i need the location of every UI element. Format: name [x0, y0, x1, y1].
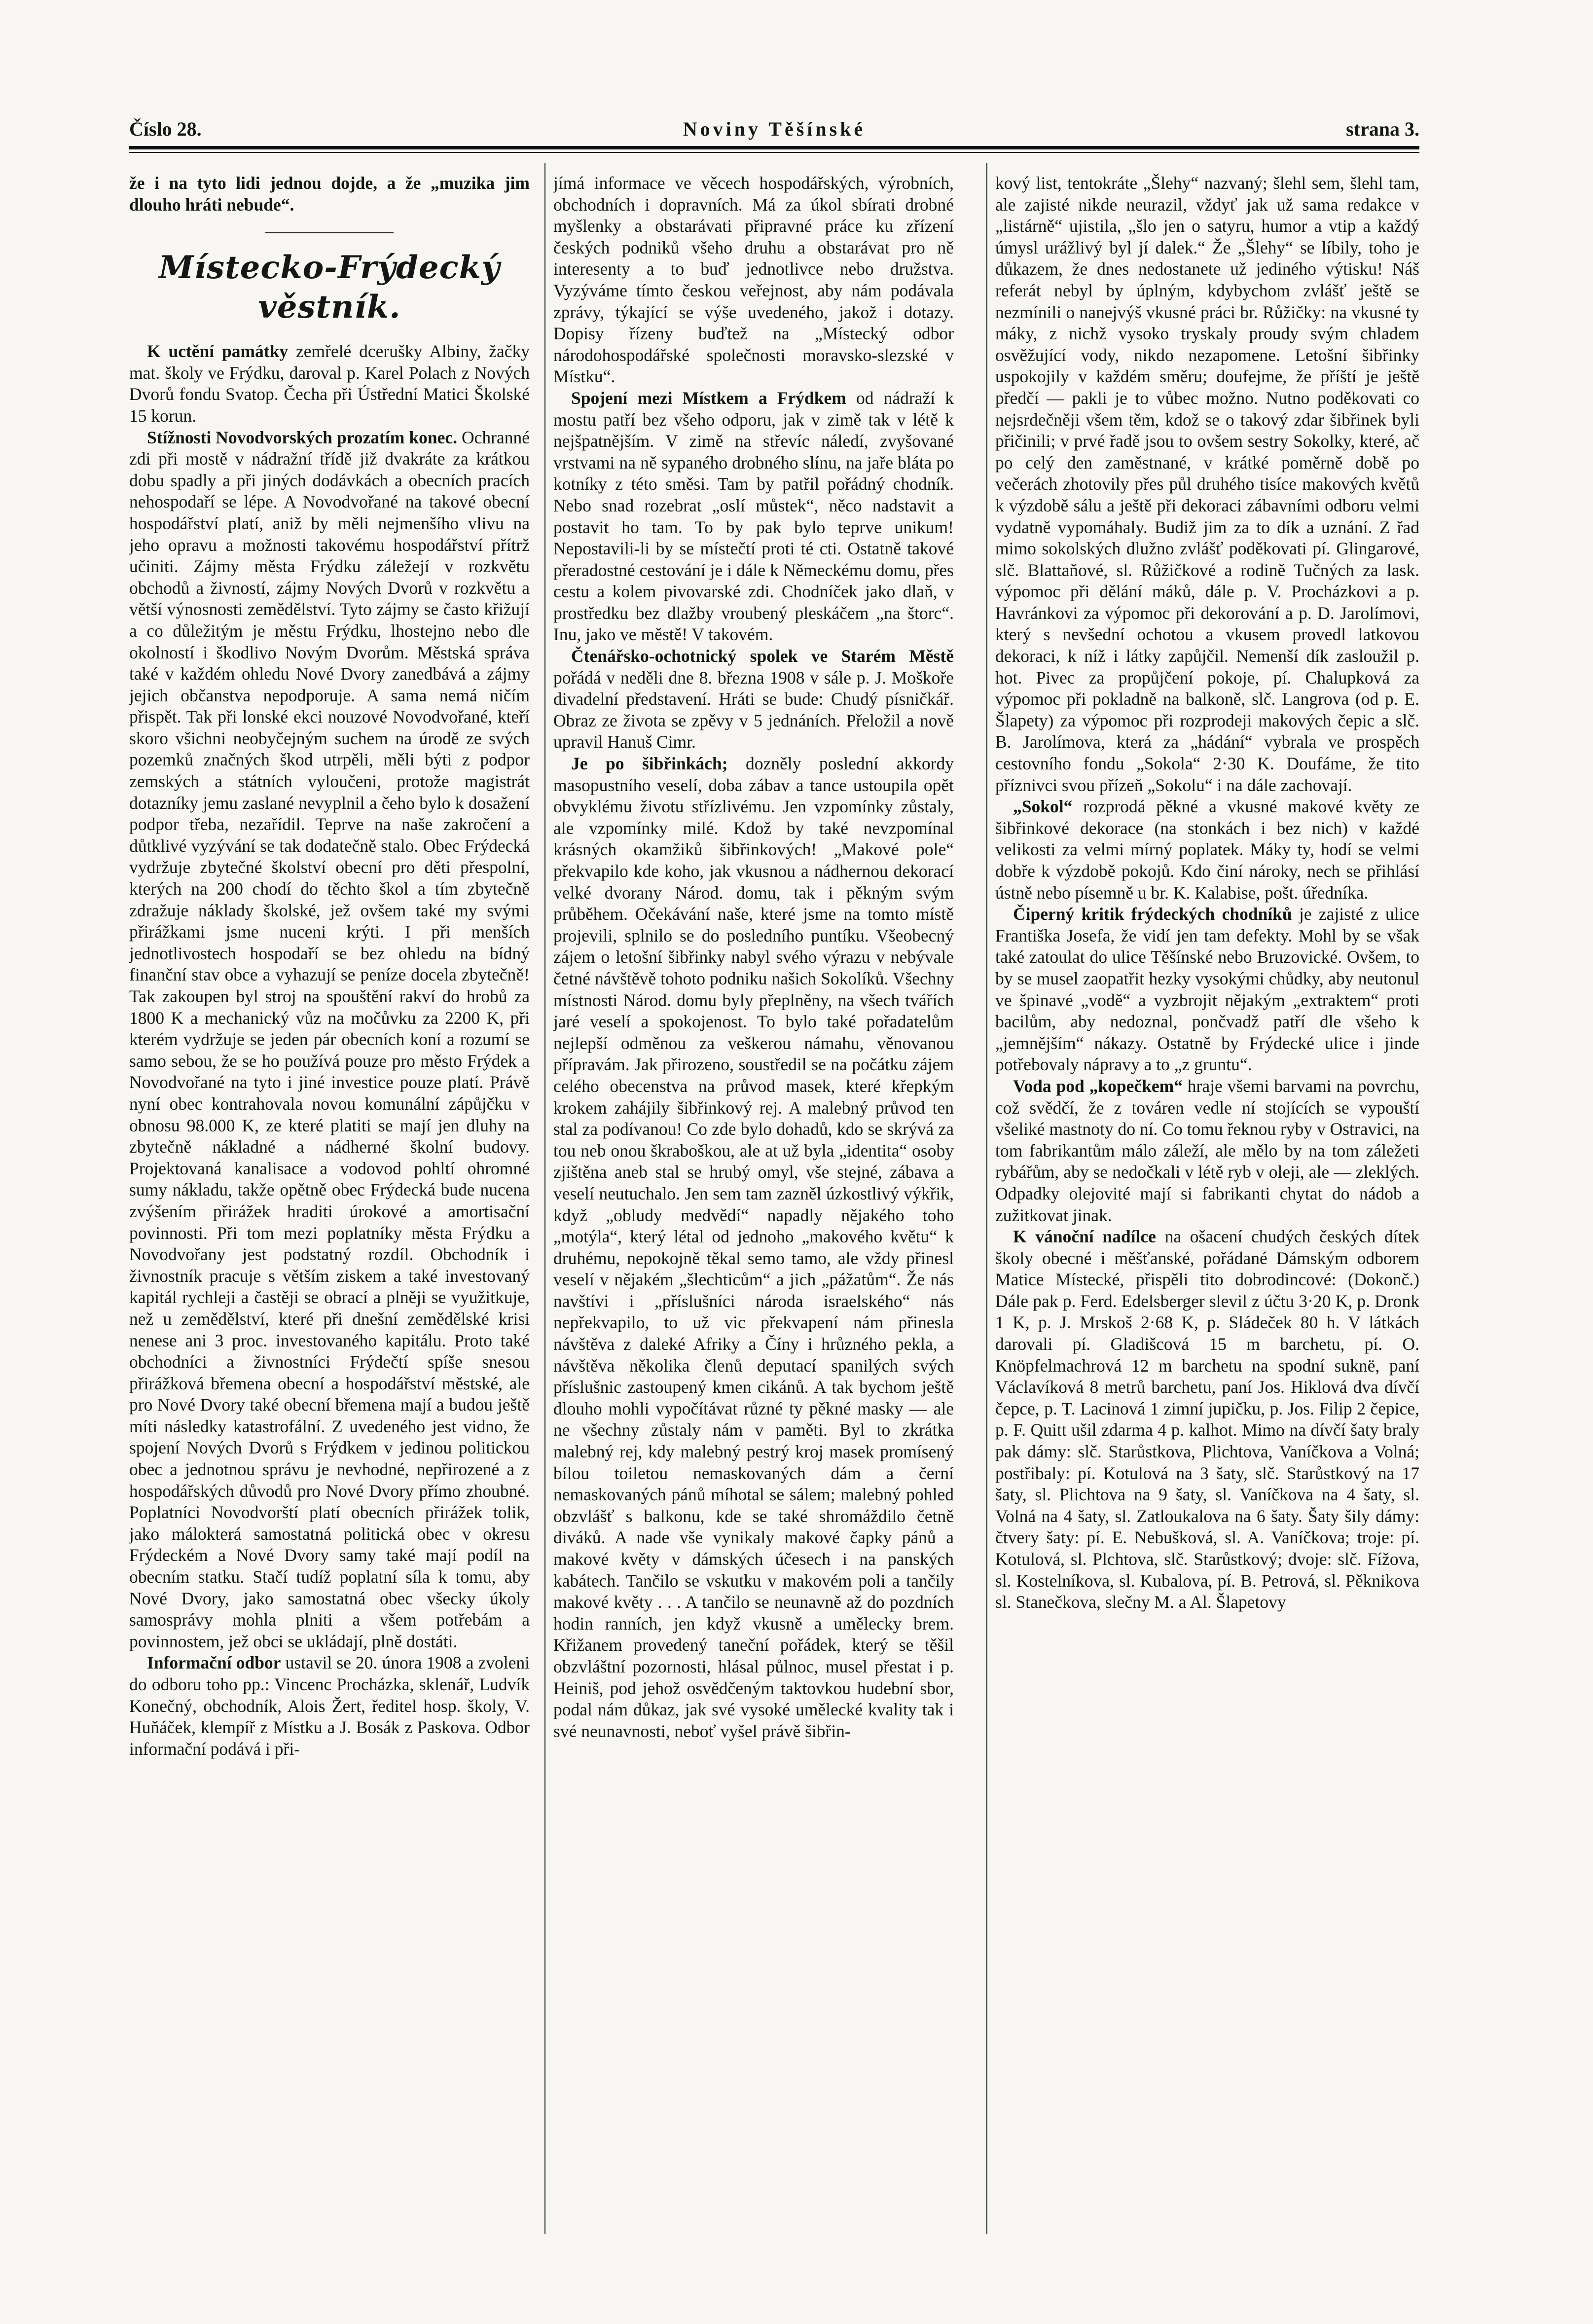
article-lead: Informační odbor: [147, 1653, 281, 1673]
article-theatre-club: [553, 646, 954, 753]
continued-text: jímá informace ve věcech hospodářských, výrobních, obchodních i dopravních. Má za úkol sbírati drobné myšlenky a obstarávati připravné práce ku zřízení českých podniků všeho druhu a obstarávat pro ně interesenty a to buď jednotlivce nebo družstva. Vyzýváme tímto českou veřejnost, aby nám podávala zprávy, týkající se výše uvedeného, jakož i dotazy. Dopisy řízeny buďtež na „Místecký odbor národohospodářské společnosti moravsko-slezské v Místku“.: [553, 173, 954, 387]
article-lead: K vánoční nadílce: [1013, 1227, 1156, 1247]
article-body: dozněly poslední akkordy masopustního veselí, doba zábav a tance ustoupila opět obvyklému životu střízlivému. Jen vzpomínky zůstaly, ale vzpomínky milé. Kdož by také nevzpomínal krásných okamžiků šibřinkových! „Makové pole“ překvapilo kde koho, jak vkusnou a nádhernou dekorací velké dvorany Národ. domu, tak i pěkným svým průběhem. Očekávání naše, které jsme na tomto místě projevili, splnilo se do posledního puntíku. Všeobecný zájem o letošní šibřinky nabyl svého výrazu v nebývale četné návštěvě tohoto podniku našich Sokolíků. Všechny místnosti Národ. domu byly přeplněny, na všech tvářích jaré veselí a spokojenost. To bylo také pořadatelům nejlepší odměnou za veškerou námahu, věnovanou přípravám. Jak přirozeno, soustředil se na počátku zájem celého obecenstva na průvod masek, které křepkým krokem zahájily šibřinkový rej. A malebný průvod ten stal za podívanou! Co zde bylo dohadů, kdo se skrývá za tou neb onou škraboškou, ale at už byla „identita“ osoby zjištěna aneb stal se hrubý omyl, vše stejné, zábava a veselí neutuchalo. Jen sem tam zazněl úzkostlivý výkřik, když „obludy medvědí“ napadly nějakého toho „motýla“, který létal od jednoho „makového květu“ k druhému, nepokojně těkal semo tamo, ale vždy přinesl veselí v nějakém „šlechticům“ a jich „pážatům“. Že nás navštívi i „příslušníci národa israelského“ nás nepřekvapilo, to už vic překvapení nám přinesla návštěva z daleké Afriky a Číny i hrůzného pekla, a návštěva několika členů deputací spanilých svých příslušnic zastoupený kmen cikánů. A tak bychom ještě dlouho mohli vypočítávat různé ty pěkné masky — ale ne všechny zůstaly nám v paměti. Byl to zkrátka malebný rej, kdy malebný pestrý kroj masek promísený bílou toiletou nemaskovaných dám a černí nemaskovaných pánů míhotal se sálem; malebný pohled obzvlášť s balkonu, kde se také shromáždilo četně diváků. A nade vše vynikaly makové čapky pánů a makové květy v dámských účesech i na panských kabátech. Tančilo se vskutku v makovém poli a tančily makové květy . . . A tančilo se neunavně až do pozdních hodin ranních, jen když vkusně a umělecky brem. Křižanem provedený taneční pořádek, který se těšil obzvláštní pozornosti, hlásal půlnoc, musel přestat i p. Heiniš, pod jehož osvědčeným taktovkou hudební sbor, podal nám důkaz, jak své vysoké umělecké kvality tak i své neunavnosti, neboť vyšel právě šibřin-: [553, 754, 954, 1741]
article-body: je zajisté z ulice Františka Josefa, že vidí jen tam defekty. Mohl by se však také zatoulat do ulice Těšínské nebo Bruzovické. Ovšem, to by se musel zaopatřit hezky vysokými chůdky, aby neutonul ve špinavé „vodě“ a vyzbrojit nějakým „extraktem“ proti bacilům, aby nedoznal, pončvadž patří dle všeho k „jemnějším“ nákazy. Ostatně by Frýdecké ulice i jinde potřebovaly nápravy a to „z gruntu“.: [995, 904, 1419, 1075]
article-lead: Čiperný kritik frýdeckých chodníků: [1013, 904, 1292, 924]
header-rule-thin: [129, 152, 1419, 153]
article-lead: „Sokol“: [1013, 797, 1073, 817]
article-sokol-sale: [995, 796, 1419, 904]
article-body: od nádraží k mostu patří bez všeho odporu, jak v zimě tak v létě k nejšpatnějším. V zimě na střevíc náledí, zvyšované vrstvami na ně sypaného drobného slínu, na jaře bláta po kotníky z této směsi. Tam by patřil pořádný chodník. Nebo snad rozebrat „oslí můstek“, něco nadstavit a postavit ho tam. To by pak bylo teprve unikum! Nepostavili-li by se místečtí proti té cti. Ostatně takové přeradostné cestování je i dále k Německému domu, přes cestu a kolem pivovarské zdi. Chodníček jako dlaň, v prostředku bez dlažby vroubený pleskáčem „na štorc“. Inu, jako ve městě! V takovém.: [553, 388, 954, 645]
continued-text: že i na tyto lidi jednou dojde, a že „muzika jim dlouho hráti nebude“.: [129, 173, 530, 215]
column-divider-2: [986, 163, 987, 2234]
article-memorial-donation: [129, 341, 530, 427]
article-body: na ošacení chudých českých dítek školy obecné i měšťanské, pořádané Dámským odborem Matice Místecké, přispěli tito dobrodincové: (Dokonč.) Dále pak p. Ferd. Edelsberger slevil z účtu 3·20 K, p. Dronk 1 K, p. J. Mrskoš 2·68 K, p. Sládeček 80 h. V látkách darovali pí. Gladišcová 15 m barchetu, pí. O. Knöpfelmachrová 12 m barchetu na spodní suknë, paní Václavíková 8 metrů barchetu, paní Jos. Hiklová dva dívčí čepce, p. T. Lacinová 1 zimní jupičku, p. Jos. Filip 2 čepice, p. F. Quitt ušil zdarma 4 p. kalhot. Mimo na dívčí šaty braly pak dámy: slč. Starůstkova, Plichtova, Vaníčkova a Volná; postřibaly: pí. Kotulová na 3 šaty, slč. Starůstkový na 17 šaty, sl. Plichtova na 9 šaty, sl. Vaníčkova na 4 šaty, sl. Volná na 4 šaty, sl. Zatloukalova na 6 šaty. Šaty šily dámy: čtvery šaty: pí. E. Nebušková, sl. A. Vaníčkova; troje: pí. Kotulová, sl. Plchtova, slč. Starůstkový; dvoje: slč. Fížova, sl. Kostelníkova, sl. Kubalova, pí. B. Petrová, sl. Pěknikova sl. Stanečkova, slečny M. a Al. Šlapetovy: [995, 1227, 1419, 1612]
article-mistek-frydek-connection: [553, 388, 954, 646]
article-lead: Spojení mezi Místkem a Frýdkem: [571, 388, 846, 408]
article-body: ustavil se 20. února 1908 a zvoleni do odboru toho pp.: Vincenc Procházka, sklenář, Ludvík Konečný, obchodník, Alois Žert, ředitel hosp. školy, V. Huňáček, klempíř z Místku a J. Bosák z Paskova. Odbor informační podává i při-: [129, 1653, 530, 1759]
column-1: [129, 173, 530, 2234]
article-lead: Stížnosti Novodvorských prozatím konec.: [147, 427, 457, 447]
article-lead: Je po šibřinkách;: [571, 754, 728, 774]
article-information-office: [129, 1652, 530, 1760]
masthead-title: Noviny Těšínské: [683, 118, 866, 140]
article-body: hraje všemi barvami na povrchu, což svědčí, že z továren vedle ní stojících se vypouští všeliké mastnoty do ní. Co tomu řeknou ryby v Ostravici, na tom fabrikantům málo záleží, ale mělo by na tom záležeti rybářům, aby se nedočkali v létě ryb v oleji, ale — zleklých. Odpadky olejovité mají si fabrikanti chytat do nádob a zužitkovat jinak.: [995, 1076, 1419, 1225]
article-body: zemřelé dcerušky Albiny, žačky mat. školy ve Frýdku, daroval p. Karel Polach z Nových Dvorů fondu Svatop. Čecha při Ústřední Matici Školské 15 korun.: [129, 341, 530, 426]
article-body: rozprodá pěkné a vkusné makové květy ze šibřinkové dekorace (na stonkách i bez nich) v každé velikosti za velmi mírný poplatek. Máky ty, hodí se velmi dobře k výzdobě pokojů. Kdo činí nároky, nech se přihlásí ústně nebo písemně u br. K. Kalabise, pošt. úředníka.: [995, 797, 1419, 903]
column-3: [995, 173, 1419, 2234]
page-number: strana 3.: [1346, 118, 1419, 140]
column-2: [553, 173, 954, 2234]
article-lead: Čtenářsko-ochotnický spolek ve Starém Městě: [571, 646, 954, 666]
article-sibrinky: [553, 753, 954, 1742]
header-rule-thick: [129, 146, 1419, 149]
article-water-pollution: [995, 1076, 1419, 1226]
article-lead: K uctění památky: [147, 341, 289, 362]
article-body: Ochranné zdi při mostě v nádražní třídě již dvakráte za krátkou dobu spadly a při jiných dodávkách a obecních pracích nehospodaří se lépe. A Novodvořané na takové obecní hospodářství platí, aniž by měli nejmenšího vlivu na jeho opravu a možnosti takovému hospodářství přítrž učiniti. Zájmy města Frýdku záležejí v rozkvětu obchodů a živností, zájmy Nových Dvorů v rozkvětu a větší výnosnosti zemědělství. Tyto zájmy se často křižují a co důležitým je městu Frýdku, lhostejno nebo dle okolností i škodlivo Novým Dvorům. Městská správa také v každém ohledu Nové Dvory zanedbává a zájmy jejich občanstva nepodporuje. A sama nemá ničím přispět. Tak při lonské ekci nouzové Novodvořané, kteří skoro všichni neobyčejným suchem na úrodě ze svých pozemků značných škod utrpěli, měli býti z podpor zemských a státních vyloučeni, protože magistrát dotazníky jemu zaslané nevyplnil a čeho bylo k dosažení podpor třeba, nezařídil. Teprve na naše zakročení a důtklivé vyzývání se tak dodatečně stalo. Obec Frýdecká vydržuje zbytečné školství obecní pro děti přespolní, kterých na 200 chodí do těchto škol a tím zbytečně zdražuje náklady školské, jež ovšem také my svými přirážkami jsme nuceni krýti. I při menších jednotlivostech hospodaří se bez ohledu na bídný finanční stav obce a vyhazují se peníze docela zbytečně! Tak zakoupen byl stroj na spouštění rakví do hrobů za 1800 K a mechanický vůz na močůvku za 2200 K, při kterém vydržuje se jeden pár obecních koní a rozumí se samo sebou, že se ho používá pouze pro město Frýdek a Novodvořané na tyto i jiné investice pouze platí. Právě nyní obec kontrahovala novou komunální zápůjčku v obnosu 98.000 K, ze které platiti se mají jen dluhy na zbytečně nákladné a nádherné školní budovy. Projektovaná kanalisace a vodovod pohltí ohromné sumy nákladu, takže opětně obec Frýdecká bude nucena zvýšením přirážek hraditi úrokové a amortisační povinnosti. Při tom mezi poplatníky města Frýdku a Novodvořany jest podstatný rozdíl. Obchodník i živnostník pracuje s větším ziskem a také investovaný kapitál rychleji a častěji se obrací a plněji se využitkuje, než u zemědělství, které při dnešní zemědělské krisi nenese ani 3 proc. investovaného kapitálu. Proto také obchodníci a živnostníci Frýdečtí spíše snesou přirážková břemena obecní a hospodářství městské, ale pro Nové Dvory také obecní břemena mají a budou ještě míti následky katastrofální. Z uvedeného jest vidno, že spojení Nových Dvorů s Frýdkem v jedinou politickou obec a jednotnou správu je nevhodné, nepřirozené a z hospodářských důvodů pro Nové Dvory přímo zhoubné. Poplatníci Novodvorští platí obecních přirážek tolik, jako málokterá samostatná politická obec v okresu Frýdeckém a Nové Dvory samy také mají podíl na obecním statku. Stačí tudíž poplatní síla k tomu, aby Nové Dvory, jako samostatná obec všecky úkoly samosprávy mohla plniti a všem potřebám a povinnostem, jež obci se ukládají, plně dostáti.: [129, 427, 530, 1651]
section-title: Místecko-Frýdecký věstník.: [158, 249, 501, 326]
section-divider: [265, 232, 394, 233]
page-header: [129, 117, 1419, 143]
article-lead: Voda pod „kopečkem“: [1013, 1076, 1183, 1096]
issue-number: Číslo 28.: [129, 118, 202, 140]
article-christmas-donations: [995, 1226, 1419, 1613]
article-body: pořádá v neděli dne 8. března 1908 v sále p. J. Moškoře divadelní představení. Hráti se bude: Chudý písničkář. Obraz ze života se zpěvy v 5 jednáních. Přeložil a nově upravil Hanuš Cimr.: [553, 667, 954, 752]
continued-text: kový list, tentokráte „Šlehy“ nazvaný; šlehl sem, šlehl tam, ale zajisté nikde neurazil, vždyť jak už sama redakce v „listárně“ ujistila, „šlo jen o satyru, humor a vtip a každý úmysl urážlivý byl jí dalek.“ Že „Šlehy“ se líbily, toho je důkazem, že dnes nedostanete už jediného výtisku! Náš referát nebyl by úplným, kdybychom zvlášť ještě se nezmínili o nanejvýš vkusné práci br. Růžičky: na vkusné ty máky, z nichž vysoko tryskaly proudy svým chladem osvěžující vody, nikdo nezapomene. Letošní šibřinky uspokojily v každém směru; doufejme, že příští je ještě předčí — pakli je to vůbec možno. Nutno poděkovati co nejsrdečněji všem těm, kdož se o takový zdar šibřinek byli přičinili; v prvé řadě jsou to ovšem sestry Sokolky, které, ač po celý den zaměstnané, v krátké poměrně době po večerách zhotovily přes půl druhého tisíce makových květů k výzdobě sálu a ještě při dekoraci zábavními odboru velmi vydatně vypomáhaly. Budiž jim za to dík a uznání. Z řad mimo sokolských dlužno zvlášť poděkovati pí. Glingarové, slč. Blattaňové, sl. Růžičkové a rodině Tučných za lask. výpomoc při dělání máků, dále p. V. Procházkovi a p. Havránkovi za výpomoc při dekorování a p. D. Jarolímovi, který s nevšední ochotou a vkusem provedl latkovou dekoraci, k níž i látky zapůjčil. Nemenší dík zasloužil p. hot. Pivec za propůjčení pokoje, pí. Chalupková za výpomoc při pokladně na balkoně, slč. Langrova (od p. E. Šlapety) za výpomoc při rozprodeji makových čepic a slč. B. Jarolímova, která za „hádání“ vybrala ve prospěch cestovního fondu „Sokola“ 2·30 K. Doufáme, že tito příznivci svou přízeň „Sokolu“ i na dále zachovají.: [995, 173, 1419, 795]
article-sidewalk-critic: [995, 904, 1419, 1076]
article-novodvorsti-complaints: [129, 427, 530, 1653]
column-divider-1: [544, 163, 545, 2234]
